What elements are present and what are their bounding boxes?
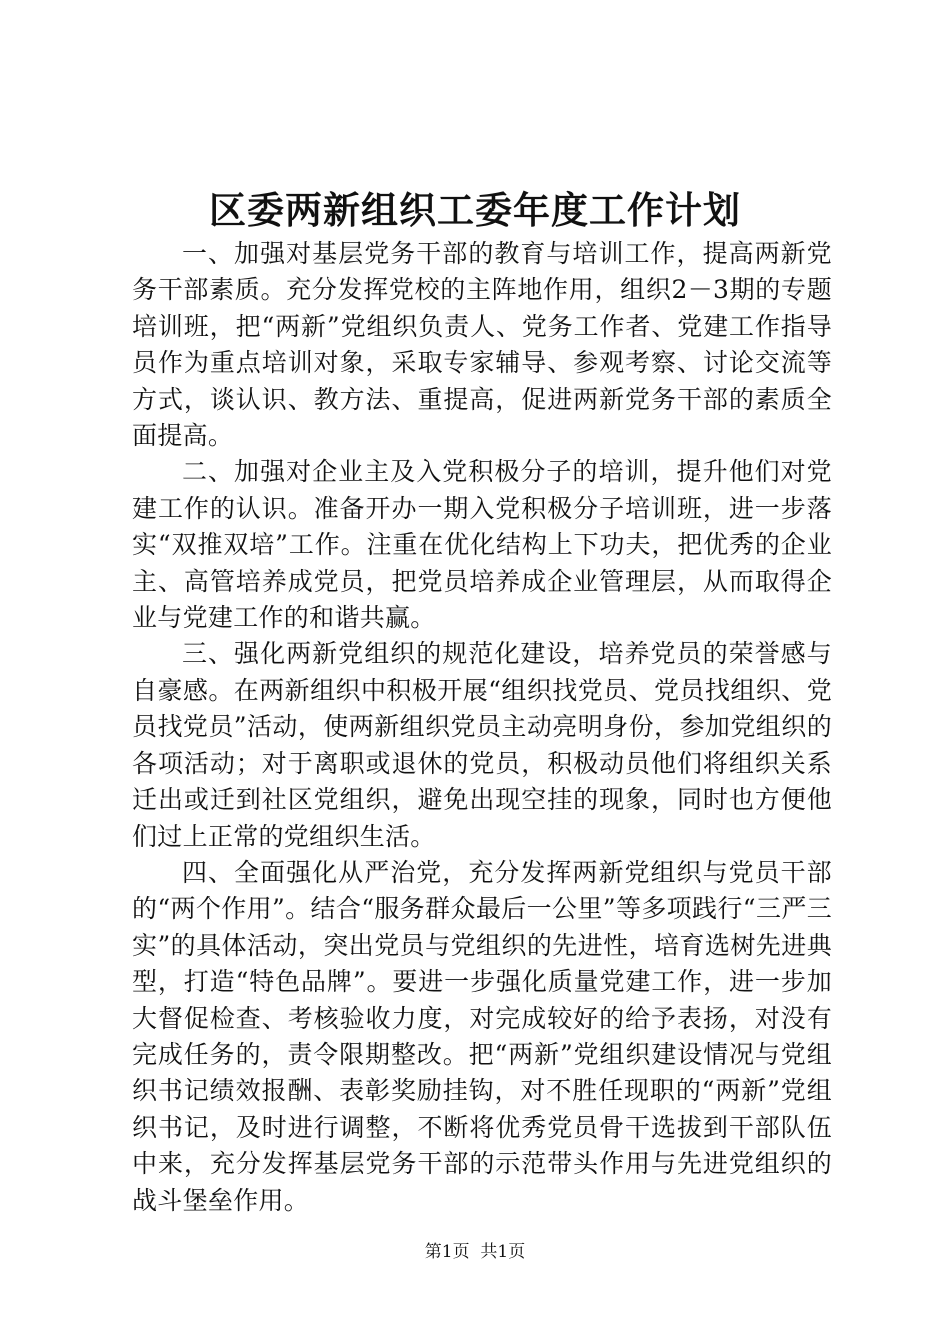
paragraph-4: 四、全面强化从严治党，充分发挥两新党组织与党员干部的“两个作用”。结合“服务群众最后一公里”等多项践行“三严三实”的具体活动，突出党员与党组织的先进性，培育选树先进典型，打造“特色品牌”。要进一步强化质量党建工作，进一步加大督促检查、考核验收力度，对完成较好的给予表扬，对没有完成任务的，责令限期整改。把“两新”党组织建设情况与党组织书记绩效报酬、表彰奖励挂钩，对不胜任现职的“两新”党组织书记，及时进行调整，不断将优秀党员骨干选拔到干部队伍中来，充分发挥基层党务干部的示范带头作用与先进党组织的战斗堡垒作用。 — [132, 857, 832, 1215]
page-footer — [0, 1240, 950, 1264]
paragraph-2: 二、加强对企业主及入党积极分子的培训，提升他们对党建工作的认识。准备开办一期入党积极分子培训班，进一步落实“双推双培”工作。注重在优化结构上下功夫，把优秀的企业主、高管培养成党员，把党员培养成企业管理层，从而取得企业与党建工作的和谐共赢。 — [132, 457, 832, 633]
footer-spacer — [470, 1242, 481, 1262]
page-number: 第1页 — [424, 1242, 470, 1262]
paragraph-1: 一、加强对基层党务干部的教育与培训工作，提高两新党务干部素质。充分发挥党校的主阵地作用，组织2－3期的专题培训班，把“两新”党组织负责人、党务工作者、党建工作指导员作为重点培训对象，采取专家辅导、参观考察、讨论交流等方式，谈认识、教方法、重提高，促进两新党务干部的素质全面提高。 — [132, 239, 832, 451]
document-body — [132, 236, 832, 1219]
page-total: 共1页 — [480, 1242, 526, 1262]
paragraph-3: 三、强化两新党组织的规范化建设，培养党员的荣誉感与自豪感。在两新组织中积极开展“组织找党员、党员找组织、党员找党员”活动，使两新组织党员主动亮明身份，参加党组织的各项活动；对于离职或退休的党员，积极动员他们将组织关系迁出或迁到社区党组织，避免出现空挂的现象，同时也方便他们过上正常的党组织生活。 — [132, 639, 832, 851]
document-title: 区委两新组织工委年度工作计划 — [209, 188, 741, 232]
